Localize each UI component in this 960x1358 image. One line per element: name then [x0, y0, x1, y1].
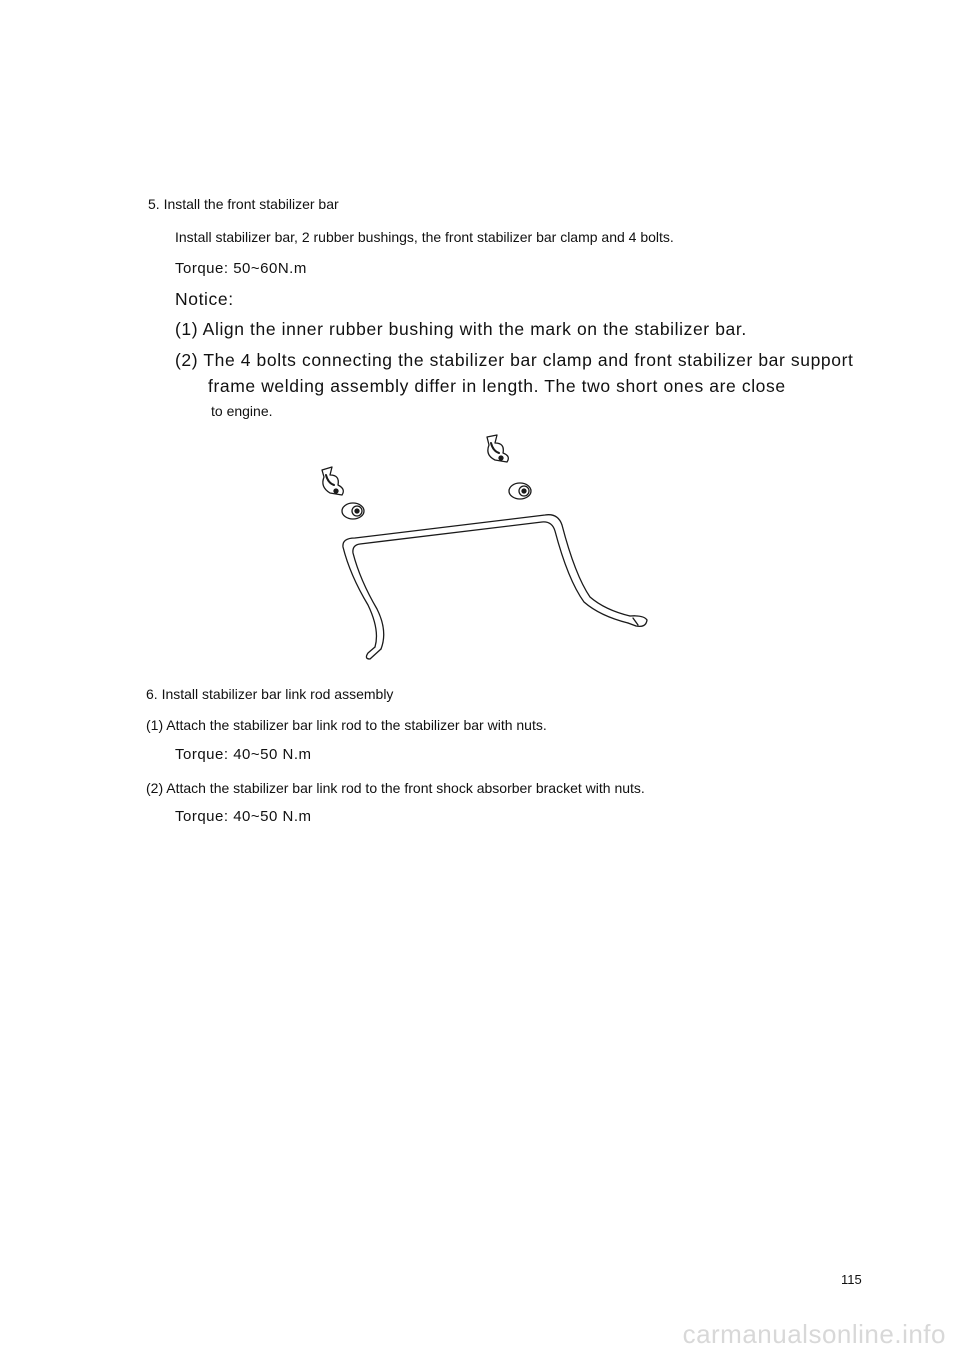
step6-item-1: (1) Attach the stabilizer bar link rod to the stabilizer bar with nuts.	[146, 717, 547, 733]
notice-item-1: (1) Align the inner rubber bushing with the mark on the stabilizer bar.	[175, 319, 747, 339]
stabilizer-bar-illustration	[300, 425, 670, 670]
step6-torque-2: Torque: 40~50 N.m	[175, 808, 312, 825]
step6-item-2: (2) Attach the stabilizer bar link rod to the front shock absorber bracket with nuts.	[146, 780, 645, 796]
rubber-bushing-right	[509, 483, 531, 499]
stabilizer-bar	[343, 515, 630, 649]
step6-torque-1: Torque: 40~50 N.m	[175, 746, 312, 763]
notice-item-2-line2: frame welding assembly differ in length. The two short ones are close	[208, 376, 786, 396]
step5-instruction: Install stabilizer bar, 2 rubber bushings, the front stabilizer bar clamp and 4 bolts.	[175, 229, 674, 245]
page-number: 115	[841, 1272, 862, 1287]
rubber-bushing-left	[342, 503, 364, 519]
bar-end-right	[628, 616, 647, 627]
step6-heading: 6. Install stabilizer bar link rod assembly	[146, 686, 394, 702]
watermark: carmanualsonline.info	[682, 1319, 946, 1349]
bar-clamp-left	[322, 467, 343, 495]
step5-torque: Torque: 50~60N.m	[175, 260, 307, 277]
notice-item-2-line3: to engine.	[211, 403, 273, 419]
step5-heading: 5. Install the front stabilizer bar	[148, 196, 339, 212]
bar-clamp-right	[487, 435, 508, 462]
notice-label: Notice:	[175, 289, 234, 309]
notice-item-2-line1: (2) The 4 bolts connecting the stabilizer bar clamp and front stabilizer bar support	[175, 350, 854, 370]
bar-end-left	[366, 647, 381, 659]
